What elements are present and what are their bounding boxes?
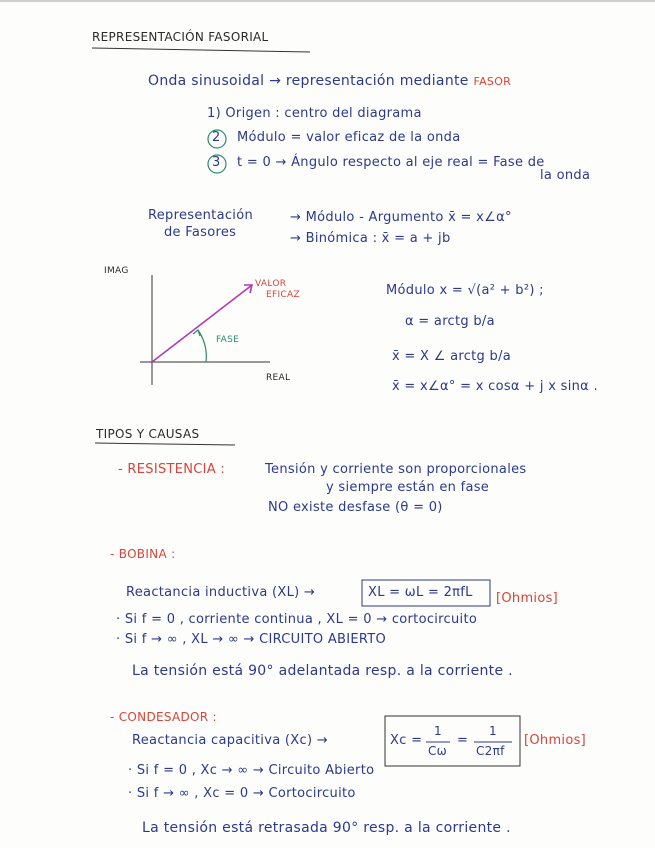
repr-row-2: → Binómica : x̄ = a + jb: [290, 231, 451, 246]
condensador-reactancia: Reactancia capacitiva (Xc) →: [132, 733, 328, 748]
bobina-label: - BOBINA :: [110, 547, 176, 561]
intro-text: Onda sinusoidal → representación mediante: [148, 73, 469, 89]
bobina-reactancia: Reactancia inductiva (XL) →: [126, 585, 316, 600]
condensador-bullet-2: · Si f → ∞ , Xc = 0 → Cortocircuito: [128, 786, 356, 801]
formula-modulo: Módulo x = √(a² + b²) ;: [386, 283, 544, 298]
frac2-num: 1: [489, 724, 497, 738]
condensador-unit: [Ohmios]: [524, 733, 587, 748]
list-number: 1): [207, 106, 221, 121]
equals-sign: =: [457, 733, 469, 748]
list-text: Origen : centro del diagrama: [225, 106, 422, 121]
fase-label: FASE: [216, 335, 240, 345]
condensador-formula-lhs: Xc =: [390, 733, 423, 748]
bobina-unit: [Ohmios]: [496, 591, 559, 606]
list-item-3: [212, 155, 545, 170]
list-number: 3: [212, 155, 221, 170]
formula-alpha: α = arctg b/a: [405, 314, 495, 329]
intro-highlight: FASOR: [473, 75, 512, 88]
repr-label-1: Representación: [148, 208, 253, 223]
resistencia-line-1: Tensión y corriente son proporcionales: [265, 462, 527, 477]
formula-trig: x̄ = x∠α° = x cosα + j x sinα .: [392, 379, 598, 394]
bobina-bullet-1: · Si f = 0 , corriente continua , XL = 0 → cortocircuito: [116, 612, 478, 627]
imag-label: IMAG: [104, 266, 129, 276]
condensador-tension: La tensión está retrasada 90° resp. a la corriente .: [142, 820, 511, 836]
list-item-1: [207, 106, 422, 121]
condensador-label: - CONDESADOR :: [110, 710, 217, 724]
eficaz-label: EFICAZ: [266, 290, 300, 300]
frac2-den: C2πf: [476, 744, 505, 758]
page-title: REPRESENTACIÓN FASORIAL: [92, 30, 269, 44]
section-underline: [95, 443, 235, 445]
bobina-bullet-2: · Si f → ∞ , XL → ∞ → CIRCUITO ABIERTO: [116, 632, 387, 647]
list-item-3-cont: la onda: [540, 168, 591, 183]
list-text: Módulo = valor eficaz de la onda: [237, 130, 461, 145]
resistencia-line-3: NO existe desfase (θ = 0): [268, 500, 443, 515]
real-label: REAL: [266, 373, 291, 383]
list-item-2: [212, 130, 460, 145]
section-title: TIPOS Y CAUSAS: [96, 427, 200, 441]
resistencia-line-2: y siempre están en fase: [326, 480, 490, 495]
intro-line: [148, 73, 511, 89]
list-number: 2: [212, 130, 221, 145]
repr-row-1: → Módulo - Argumento x̄ = x∠α°: [290, 210, 512, 225]
formula-polar: x̄ = X ∠ arctg b/a: [392, 349, 512, 364]
frac1-den: Cω: [428, 744, 448, 758]
resistencia-label: - RESISTENCIA :: [118, 462, 226, 477]
phasor-vector: [152, 285, 252, 362]
repr-label-2: de Fasores: [164, 225, 237, 240]
title-underline: [92, 48, 310, 52]
valor-label: VALOR: [255, 279, 287, 289]
condensador-bullet-1: · Si f = 0 , Xc → ∞ → Circuito Abierto: [128, 763, 375, 778]
bobina-formula: XL = ωL = 2πfL: [368, 585, 473, 600]
frac1-num: 1: [434, 724, 442, 738]
bobina-tension: La tensión está 90° adelantada resp. a la corriente .: [132, 663, 513, 679]
list-text: t = 0 → Ángulo respecto al eje real = Fase de: [237, 155, 545, 170]
